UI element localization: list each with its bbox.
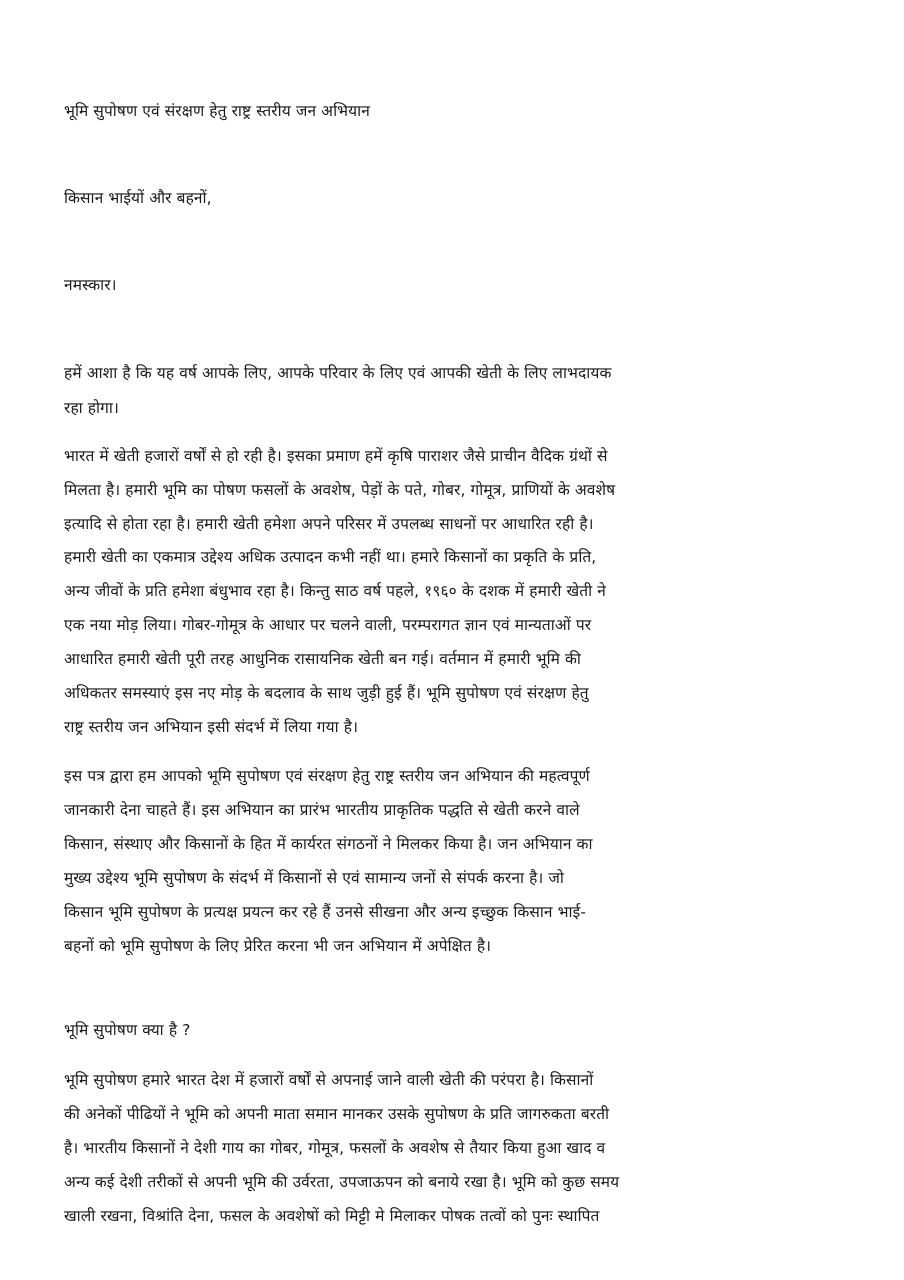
paragraph-line: खाली रखना, विश्रांति देना, फसल के अवशेषों को मिट्टी मे मिलाकर पोषक तत्वों को पुनः स्थापित (64, 1207, 600, 1225)
greeting: नमस्कार। (64, 276, 117, 294)
paragraph-line: राष्ट्र स्तरीय जन अभियान इसी संदर्भ में लिया गया है। (64, 718, 359, 736)
paragraph-line: की अनेकों पीढियों ने भूमि को अपनी माता समान मानकर उसके सुपोषण के प्रति जागरुकता बरती (64, 1105, 610, 1123)
section-heading: भूमि सुपोषण क्या है ? (64, 1021, 191, 1039)
paragraph-line: अधिकतर समस्याएं इस नए मोड़ के बदलाव के साथ जुड़ी हुई हैं। भूमि सुपोषण एवं संरक्षण हेतु (64, 684, 589, 702)
paragraph-line: किसान भूमि सुपोषण के प्रत्यक्ष प्रयत्न कर रहे हैं उनसे सीखना और अन्य इच्छुक किसान भाई- (64, 903, 587, 921)
paragraph-line: मिलता है। हमारी भूमि का पोषण फसलों के अवशेष, पेड़ों के पते, गोबर, गोमूत्र, प्राणियों के अवशेष (64, 481, 616, 499)
paragraph-line: हमें आशा है कि यह वर्ष आपके लिए, आपके परिवार के लिए एवं आपकी खेती के लिए लाभदायक (64, 364, 612, 382)
paragraph-line: बहनों को भूमि सुपोषण के लिए प्रेरित करना भी जन अभियान में अपेक्षित है। (64, 937, 492, 955)
paragraph-line: अन्य जीवों के प्रति हमेशा बंधुभाव रहा है। किन्तु साठ वर्ष पहले, १९६० के दशक में हमारी खेती ने (64, 582, 606, 600)
paragraph-line: इत्यादि से होता रहा है। हमारी खेती हमेशा अपने परिसर में उपलब्ध साधनों पर आधारित रही है। (64, 515, 594, 533)
paragraph-line: इस पत्र द्वारा हम आपको भूमि सुपोषण एवं संरक्षण हेतु राष्ट्र स्तरीय जन अभियान की महत्वपूर्ण (64, 767, 590, 785)
paragraph-line: रहा होगा। (64, 399, 119, 417)
paragraph-line: मुख्य उद्देश्य भूमि सुपोषण के संदर्भ में किसानों से एवं सामान्य जनों से संपर्क करना है। जो (64, 869, 565, 887)
paragraph-line: हमारी खेती का एकमात्र उद्देश्य अधिक उत्पादन कभी नहीं था। हमारे किसानों का प्रकृति के प्रति, (64, 548, 597, 566)
salutation: किसान भाईयों और बहनों, (64, 189, 212, 207)
paragraph-line: एक नया मोड़ लिया। गोबर-गोमूत्र के आधार पर चलने वाली, परम्परागत ज्ञान एवं मान्यताओं पर (64, 616, 592, 634)
paragraph-line: अन्य कई देशी तरीकों से अपनी भूमि की उर्वरता, उपजाऊपन को बनाये रखा है। भूमि को कुछ समय (64, 1173, 620, 1191)
paragraph-line: जानकारी देना चाहते हैं। इस अभियान का प्रारंभ भारतीय प्राकृतिक पद्धति से खेती करने वाले (64, 801, 580, 819)
paragraph-line: भूमि सुपोषण हमारे भारत देश में हजारों वर्षों से अपनाई जाने वाली खेती की परंपरा है। किसानों (64, 1071, 594, 1089)
paragraph-line: भारत में खेती हजारों वर्षों से हो रही है। इसका प्रमाण हमें कृषि पाराशर जैसे प्राचीन वैदिक ग्रंथों से (64, 447, 608, 465)
paragraph-line: है। भारतीय किसानों ने देशी गाय का गोबर, गोमूत्र, फसलों के अवशेष से तैयार किया हुआ खाद व (64, 1139, 606, 1157)
paragraph-line: आधारित हमारी खेती पूरी तरह आधुनिक रासायनिक खेती बन गई। वर्तमान में हमारी भूमि की (64, 650, 582, 668)
paragraph-line: किसान, संस्थाए और किसानों के हित में कार्यरत संगठनों ने मिलकर किया है। जन अभियान का (64, 835, 593, 853)
document-title: भूमि सुपोषण एवं संरक्षण हेतु राष्ट्र स्तरीय जन अभियान (64, 102, 370, 120)
